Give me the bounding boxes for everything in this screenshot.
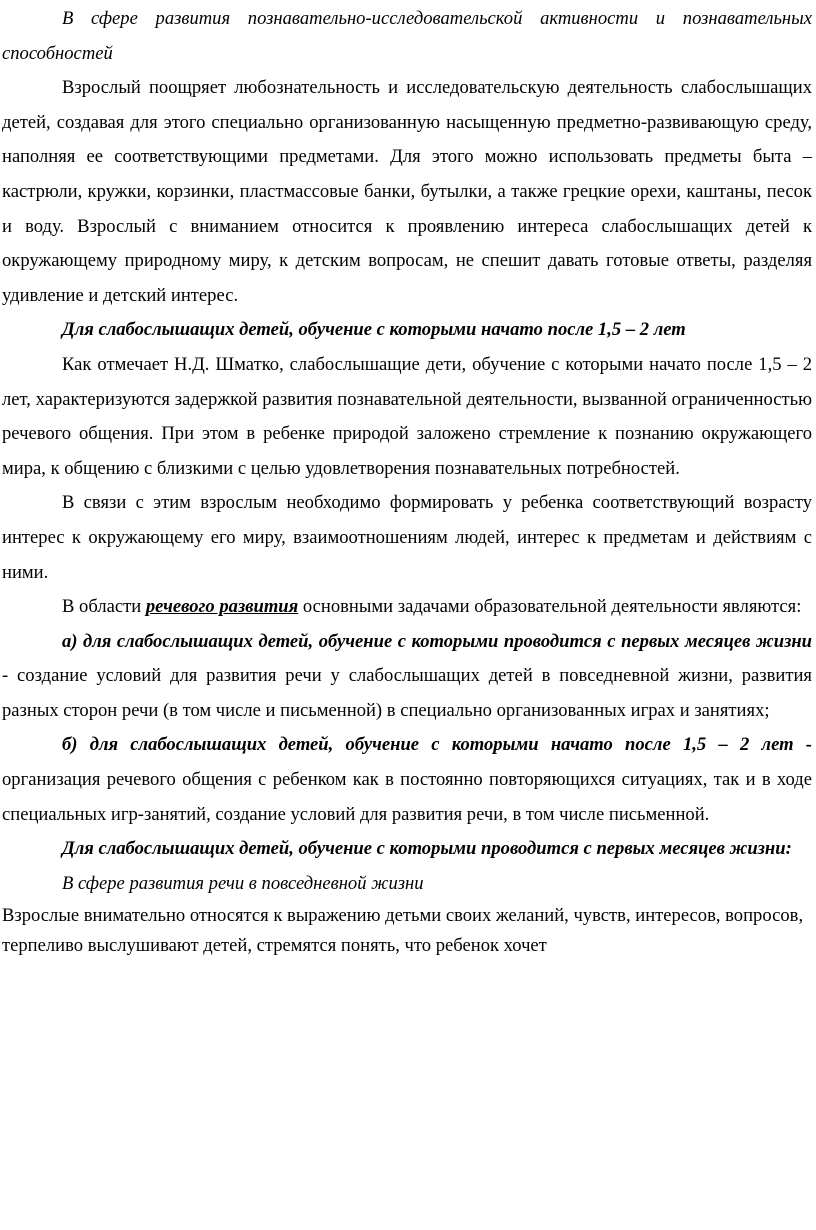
speech-intro-text: В области xyxy=(62,596,146,618)
paragraph-shmatko: Как отмечает Н.Д. Шматко, слабослышащие дети, обучение с которыми начато после 1,5 – 2 лет, характеризуются задержкой развития познавательной деятельности, вызванной ограниченностью речевого общения. При этом в ребенке природой заложено стремление к познанию окружающего мира, к общению с близкими с целью удовлетворения познавательных потребностей. xyxy=(2,353,812,479)
section-heading-after-age: Для слабослышащих детей, обучение с которыми начато после 1,5 – 2 лет xyxy=(62,319,686,341)
list-item-a-text: - создание условий для развития речи у слабослышащих детей в повседневной жизни, развития разных сторон речи (в том числе и письменной) в специально организованных играх и занятиях; xyxy=(2,665,812,721)
speech-term: речевого развития xyxy=(145,596,299,618)
paragraph-speech-tasks xyxy=(2,590,812,625)
list-item-b-text: организация речевого общения с ребенком как в постоянно повторяющихся ситуациях, так и в ходе специальных игр-занятий, создание условий для развития речи, в том числе письменной. xyxy=(2,769,812,825)
list-item-a xyxy=(2,625,812,729)
section-heading-first-months: Для слабослышащих детей, обучение с которыми проводится с первых месяцев жизни: xyxy=(62,838,792,860)
list-item-b-label: б) для слабослышащих детей, обучение с которыми начато после 1,5 – 2 лет - xyxy=(62,734,812,756)
section-heading-cognitive: В сфере развития познавательно-исследовательской активности и познавательных способностей xyxy=(2,8,812,64)
section-heading-everyday-speech: В сфере развития речи в повседневной жизни xyxy=(62,872,424,894)
paragraph-cognitive: Взрослый поощряет любознательность и исследовательскую деятельность слабослышащих детей, создавая для этого специально организованную насыщенную предметно-развивающую среду, наполняя ее соответствующими предметами. Для этого можно использовать предметы быта – кастрюли, кружки, корзинки, пластмассовые банки, бутылки, а также грецкие орехи, каштаны, песок и воду. Взрослый с вниманием относится к проявлению интереса слабослышащих детей к окружающему природному миру, к детским вопросам, не спешит давать готовые ответы, разделяя удивление и детский интерес. xyxy=(2,77,812,306)
paragraph-adults: Взрослые внимательно относятся к выражению детьми своих желаний, чувств, интересов, вопросов, терпеливо выслушивают детей, стремятся понять, что ребенок хочет xyxy=(2,905,804,957)
paragraph-interest: В связи с этим взрослым необходимо формировать у ребенка соответствующий возрасту интерес к окружающему его миру, взаимоотношениям людей, интерес к предметам и действиям с ними. xyxy=(2,492,812,583)
list-item-a-label: а) для слабослышащих детей, обучение с которыми проводится с первых месяцев жизни xyxy=(62,630,812,652)
list-item-b xyxy=(2,728,812,832)
speech-outro-text: основными задачами образовательной деятельности являются: xyxy=(298,596,802,618)
